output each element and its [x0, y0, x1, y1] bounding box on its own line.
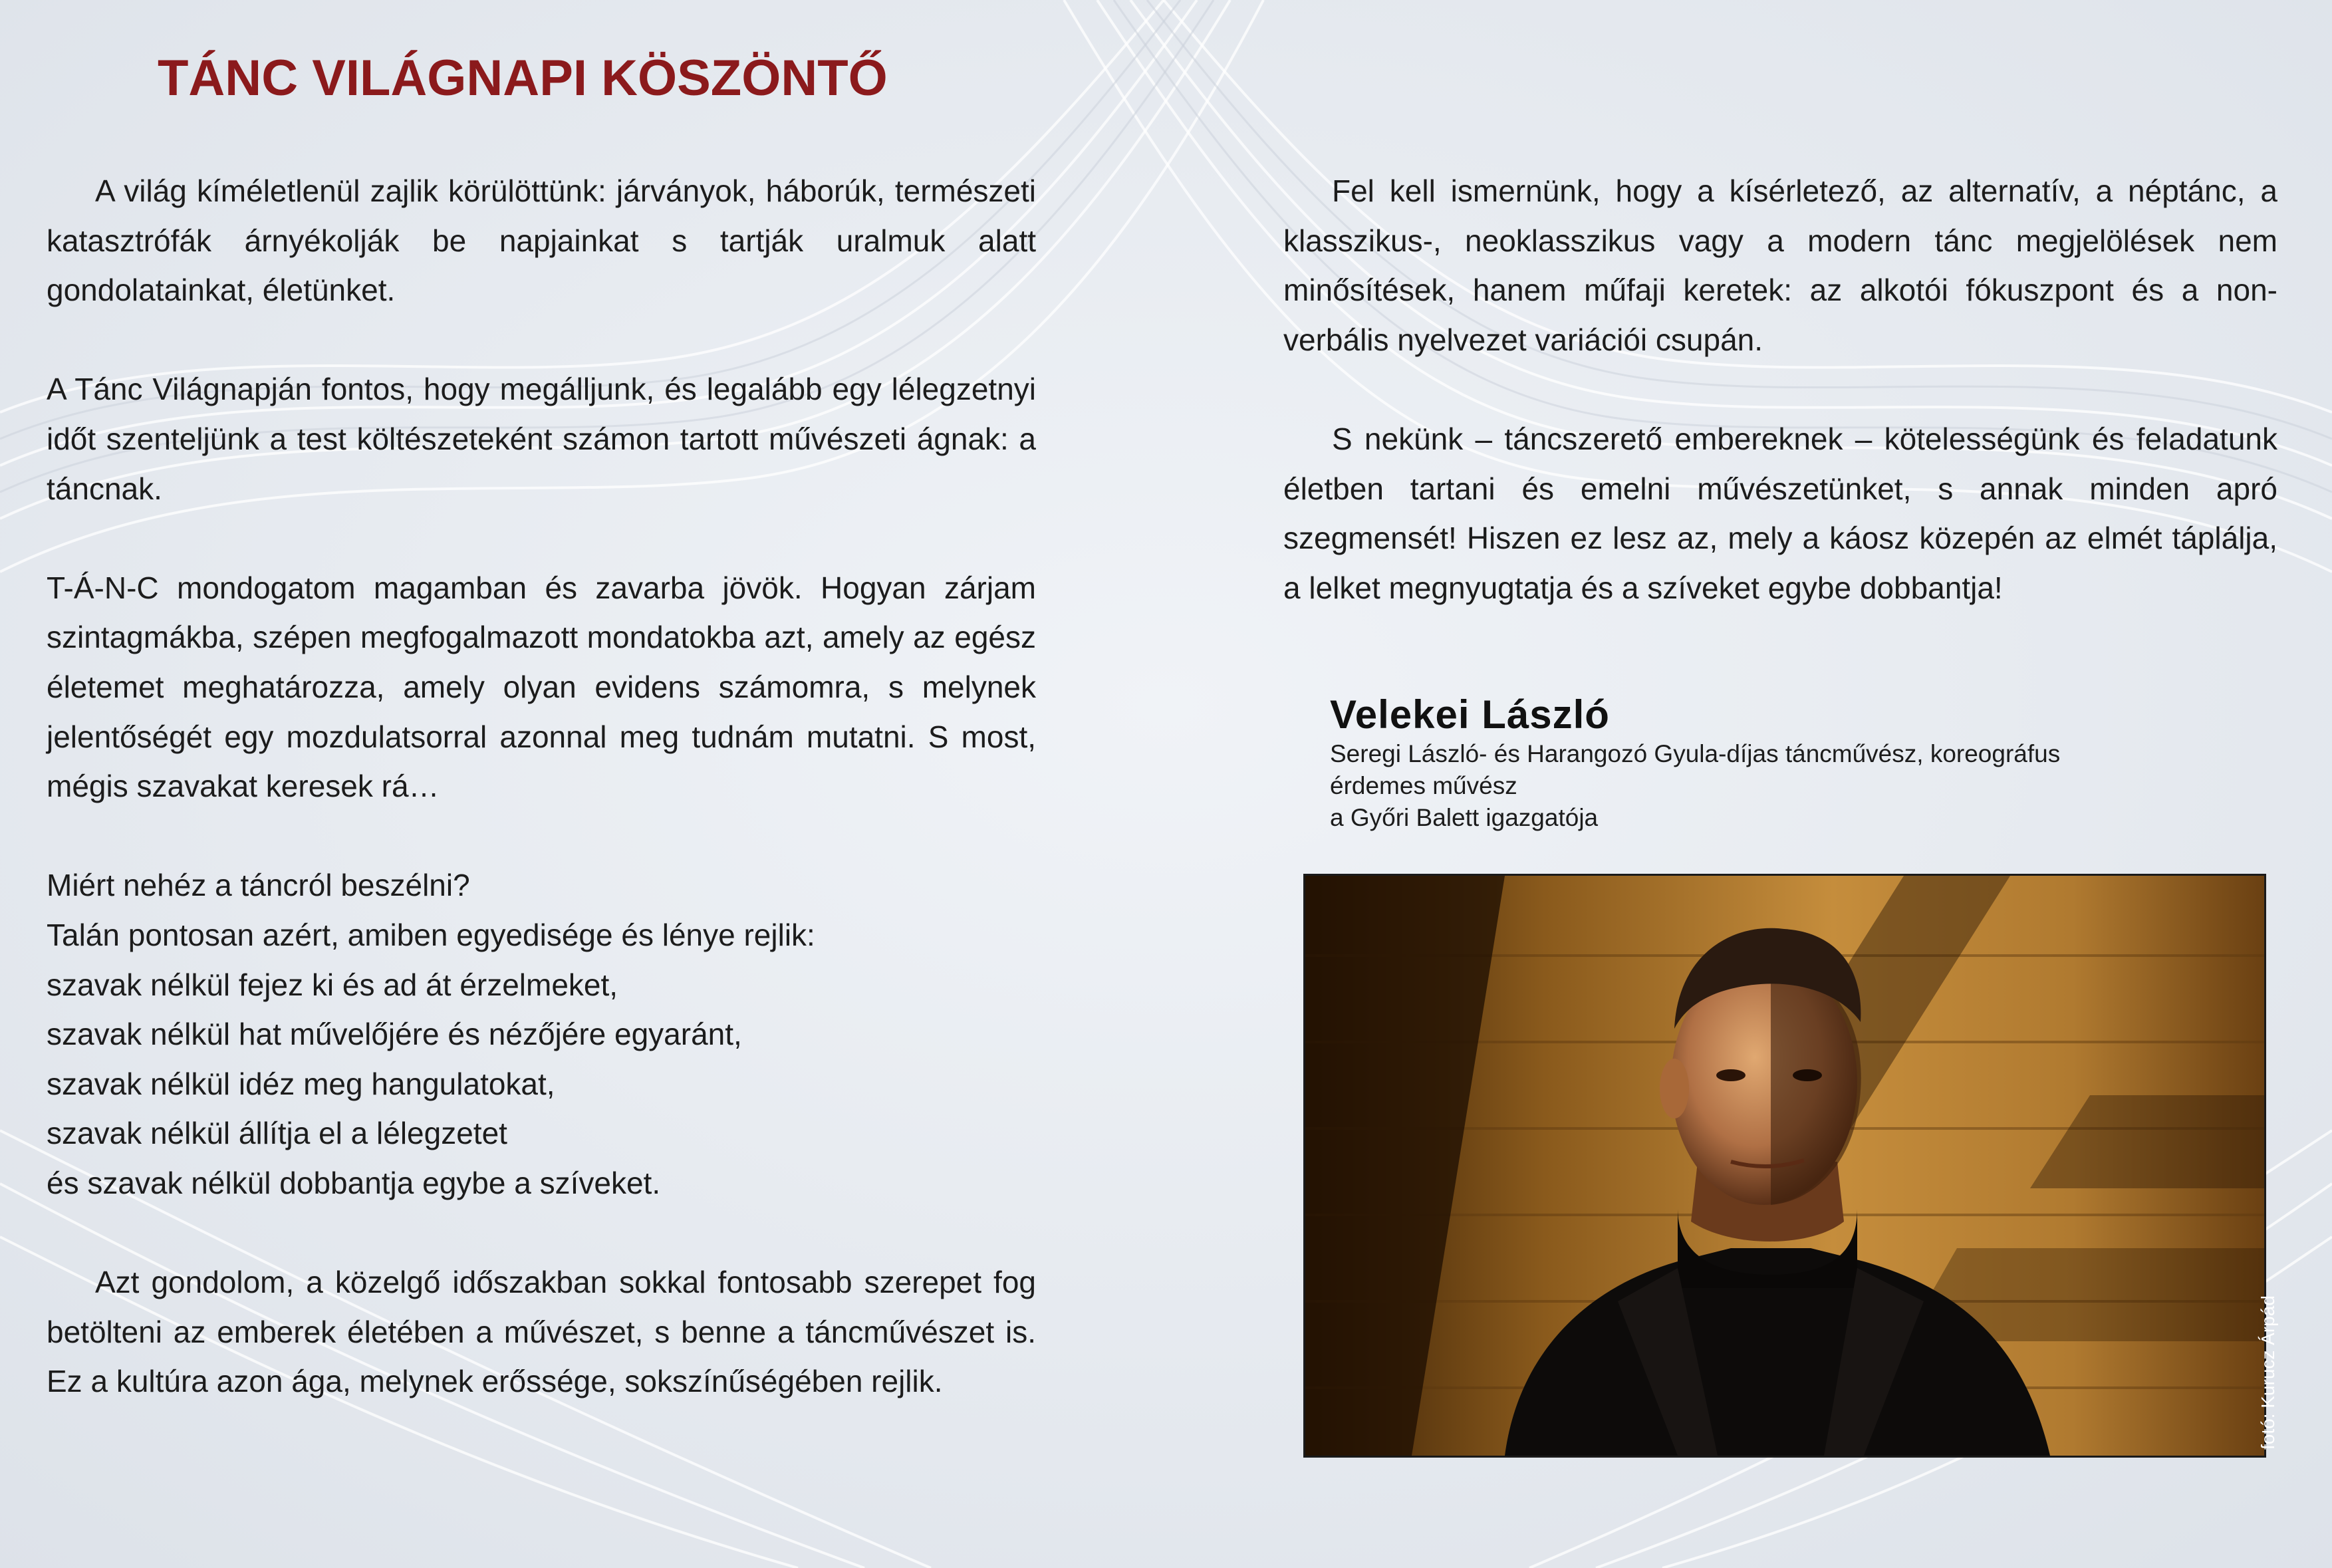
portrait-photo — [1303, 874, 2266, 1458]
left-column — [47, 166, 1036, 1406]
paragraph: A Tánc Világnapján fontos, hogy megálljunk, és legalább egy lélegzetnyi időt szenteljünk a test költészeteként számon tartott művészeti ágnak: a táncnak. — [47, 372, 1036, 506]
paragraph: Azt gondolom, a közelgő időszakban sokkal fontosabb szerepet fog betölteni az emberek életében a művészet, s benne a táncművészet is. Ez a kultúra azon ága, melynek erőssége, sokszínűségében rejlik. — [47, 1265, 1036, 1399]
photo-credit: fotó: Kurucz Árpád — [2258, 1295, 2278, 1450]
portrait-illustration — [1305, 876, 2264, 1456]
verse-line: szavak nélkül fejez ki és ad át érzelmeket, — [47, 967, 618, 1002]
verse-line: szavak nélkül idéz meg hangulatokat, — [47, 1066, 555, 1101]
verse-line: Talán pontosan azért, amiben egyedisége és lénye rejlik: — [47, 917, 815, 952]
verse-line: Miért nehéz a táncról beszélni? — [47, 868, 470, 903]
verse-line: és szavak nélkül dobbantja egybe a szíveket. — [47, 1165, 661, 1200]
author-title: Seregi László- és Harangozó Gyula-díjas táncművész, koreográfus — [1330, 740, 2061, 767]
paragraph: Fel kell ismernünk, hogy a kísérletező, az alternatív, a néptánc, a klasszikus-, neoklasszikus vagy a modern tánc megjelölések nem minősítések, hanem műfaji keretek: az alkotói fókuszpont és a nonverbális nyelvezet variációi csupán. — [1283, 174, 2277, 357]
author-position: a Győri Balett igazgatója — [1330, 804, 1599, 831]
page-title: TÁNC VILÁGNAPI KÖSZÖNTŐ — [158, 50, 888, 106]
verse-line: szavak nélkül állítja el a lélegzetet — [47, 1116, 507, 1151]
author-name: Velekei László — [1330, 692, 1610, 737]
right-column — [1283, 166, 2277, 612]
paragraph: A világ kíméletlenül zajlik körülöttünk: járványok, háborúk, természeti katasztrófák árnyékolják be napjainkat s tartják uralmuk alatt gondolatainkat, életünket. — [47, 174, 1036, 308]
author-honor: érdemes művész — [1330, 772, 1517, 799]
paragraph: S nekünk – táncszerető embereknek – kötelességünk és feladatunk életben tartani és emelni művészetünket, s annak minden apró szegmensét! Hiszen ez lesz az, mely a káosz közepén az elmét táplálja, a lelket megnyugtatja és a szíveket egybe dobbantja! — [1283, 421, 2277, 605]
verse-line: szavak nélkül hat művelőjére és nézőjére egyaránt, — [47, 1017, 742, 1052]
paragraph: T-Á-N-C mondogatom magamban és zavarba jövök. Hogyan zárjam szintagmákba, szépen megfogalmazott mondatokba azt, amely az egész életemet meghatározza, amely olyan evidens számomra, s melynek jelentőségét egy mozdulatsorral azonnal meg tudnám mutatni. S most, mégis szavakat keresek rá… — [47, 570, 1036, 804]
verse-block — [47, 860, 1036, 1208]
